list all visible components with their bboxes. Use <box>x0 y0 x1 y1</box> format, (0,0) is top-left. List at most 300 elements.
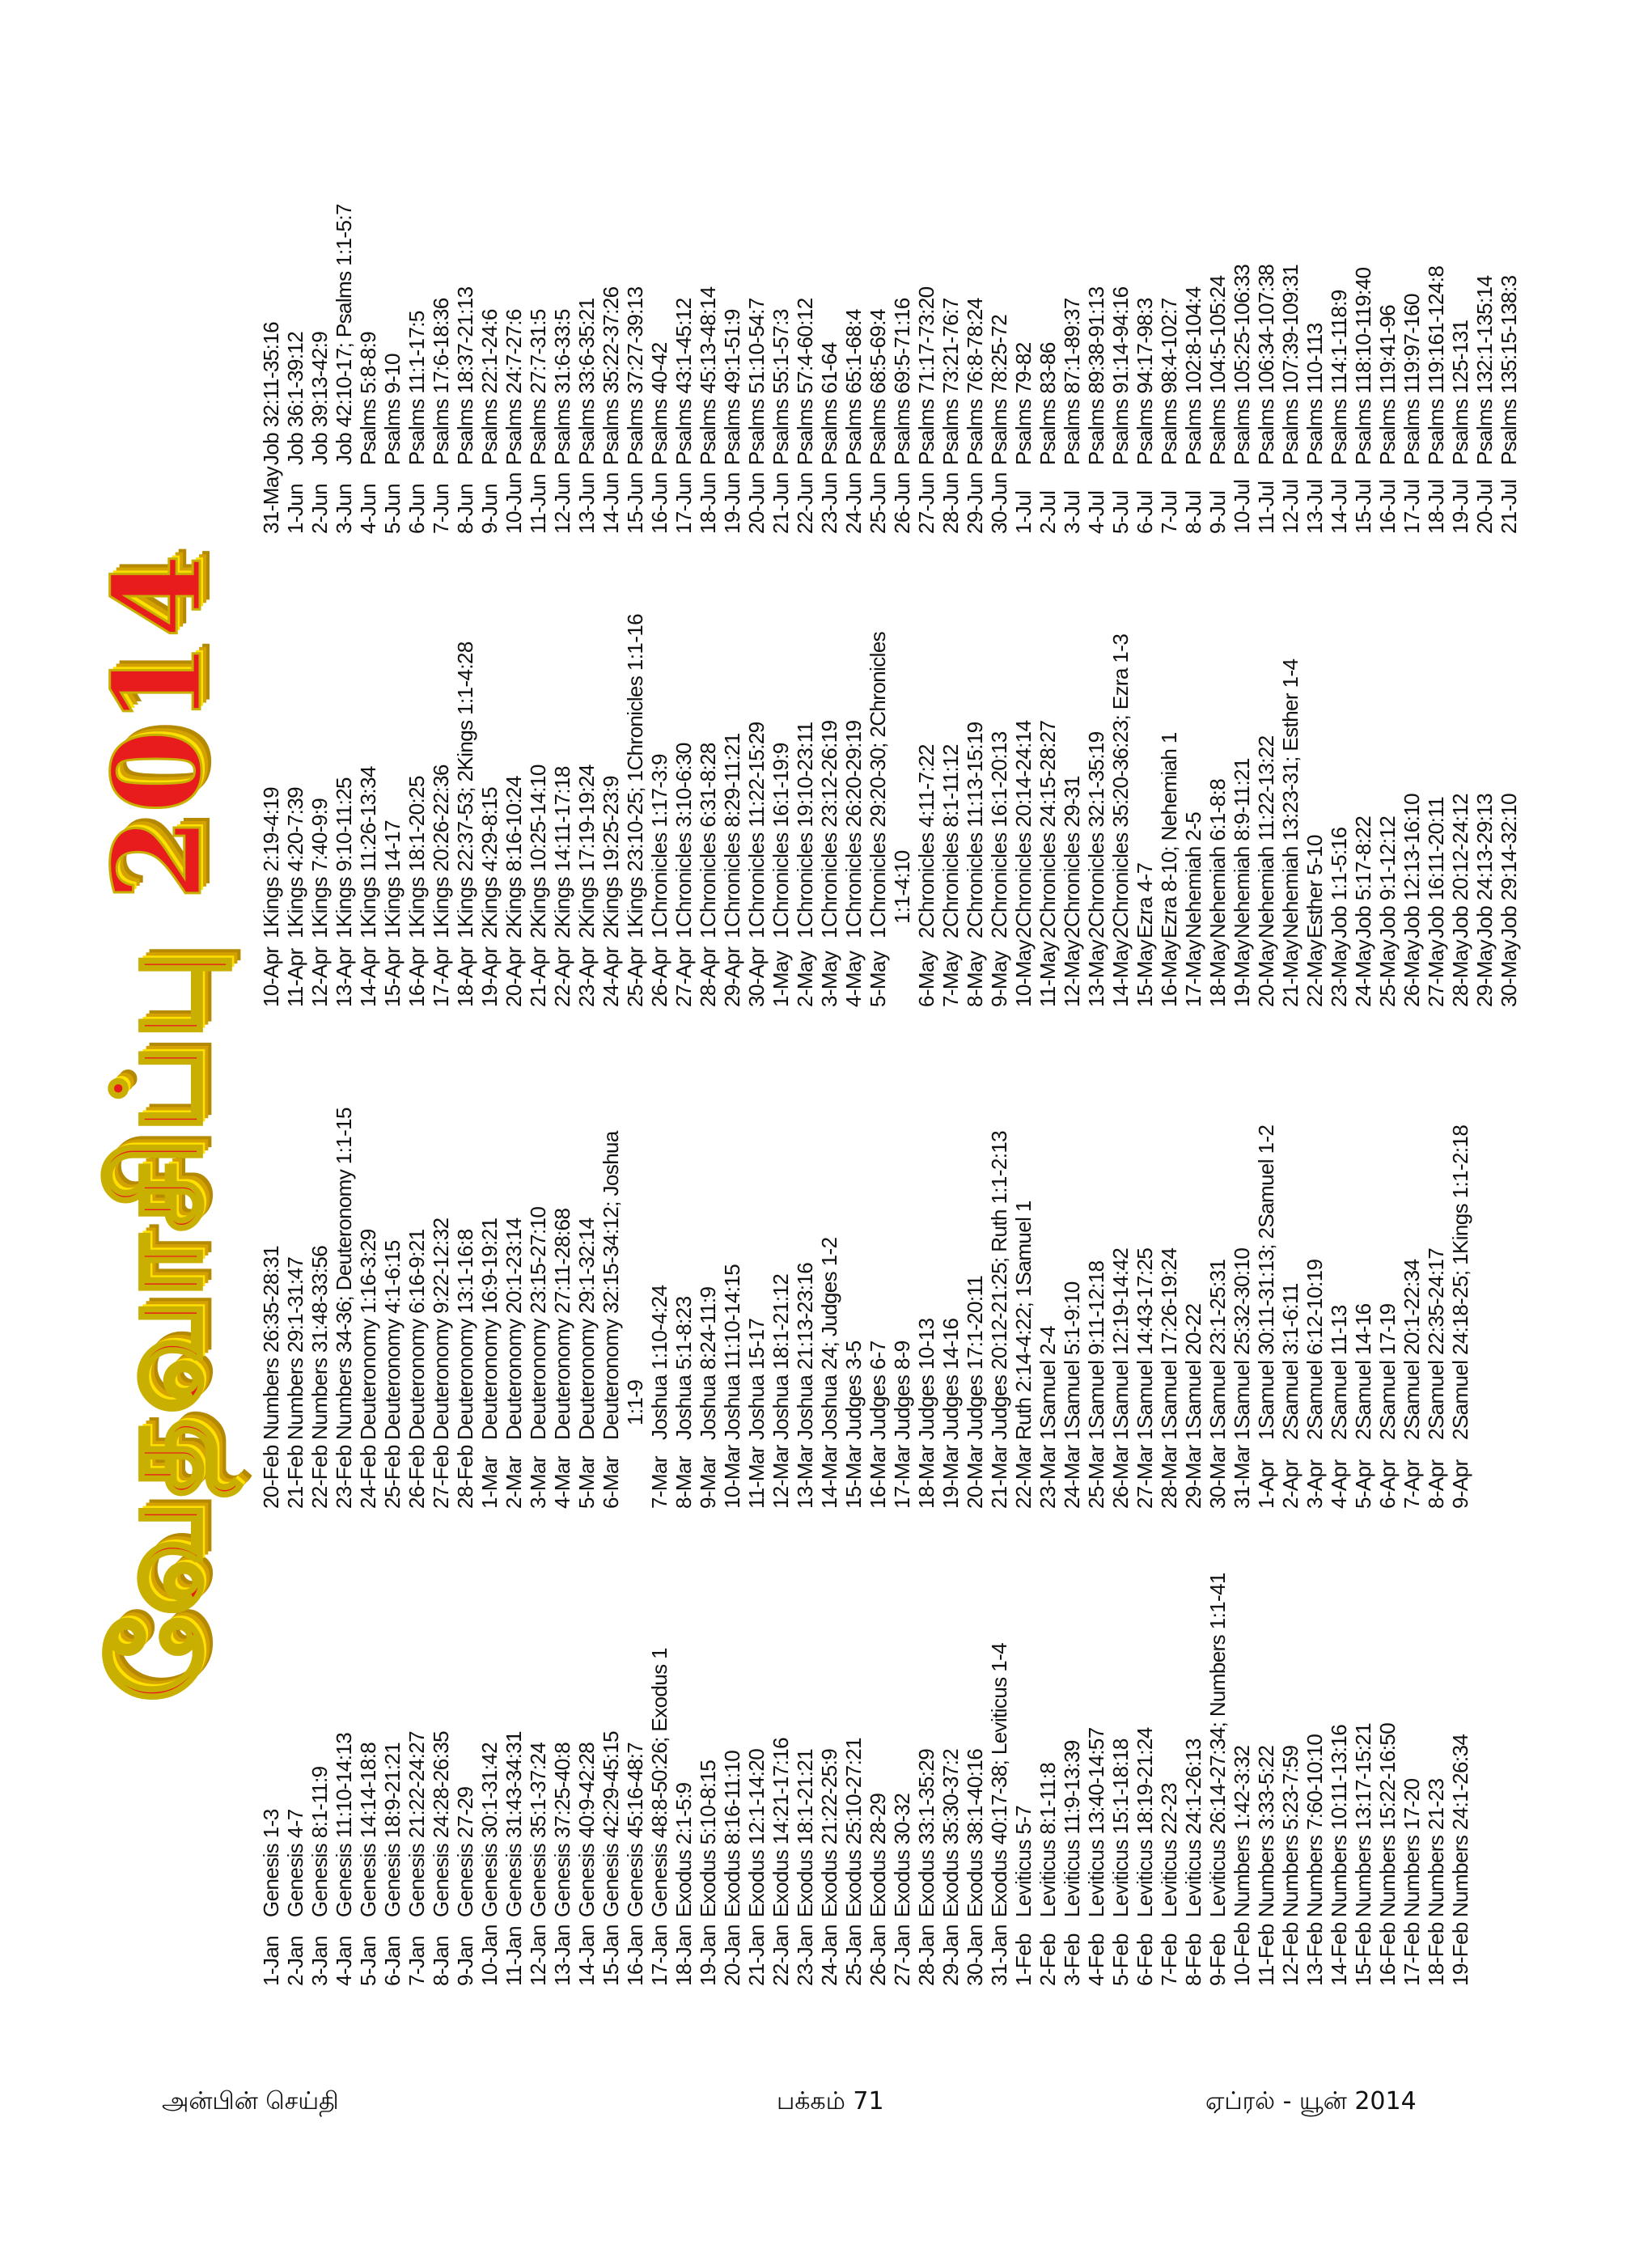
schedule-row <box>453 113 477 534</box>
reading-date: 2-Jan <box>283 1935 307 1986</box>
schedule-row <box>307 1565 332 1986</box>
schedule-row <box>502 1565 526 1986</box>
reading-date: 10-Jul <box>1230 479 1254 534</box>
reading-date: 15-Jan <box>599 1925 623 1986</box>
reading-date: 6-Jan <box>380 1935 405 1986</box>
schedule-row <box>623 1565 647 1986</box>
reading-passage: Exodus 28-29 <box>866 1793 890 1917</box>
reading-passage: Exodus 35:30-37:2 <box>938 1748 963 1917</box>
schedule-row <box>1181 587 1205 1007</box>
reading-date: 13-Apr <box>332 947 356 1007</box>
reading-passage: Numbers 24:1-26:34 <box>1448 1734 1472 1917</box>
reading-date: 18-Jan <box>671 1925 696 1986</box>
reading-date: 1-Feb <box>1011 1933 1036 1986</box>
schedule-row <box>550 1565 574 1986</box>
reading-passage: Genesis 11:10-14:13 <box>332 1732 356 1917</box>
schedule-row <box>1157 1565 1181 1986</box>
reading-date: 14-Apr <box>356 947 380 1007</box>
schedule-row <box>526 587 550 1007</box>
schedule-row <box>938 113 963 534</box>
reading-passage: Psalms 105:25-106:33 <box>1230 264 1254 465</box>
reading-passage: Psalms 69:5-71:16 <box>890 298 914 465</box>
schedule-row <box>963 1088 987 1509</box>
schedule-row <box>841 1088 866 1509</box>
reading-passage: Genesis 21:22-24:27 <box>405 1731 429 1917</box>
reading-date: 3-Jul <box>1060 490 1084 534</box>
reading-passage: Psalms 118:10-119:40 <box>1351 267 1375 465</box>
reading-passage: Numbers 26:35-28:31 <box>259 1245 283 1440</box>
reading-passage: 1Chronicles 6:31-8:28 <box>696 743 720 938</box>
reading-passage: 2Samuel 3:1-6:11 <box>1278 1283 1303 1440</box>
reading-passage: Numbers 5:23-7:59 <box>1278 1745 1303 1917</box>
reading-passage: Psalms 119:97-160 <box>1400 294 1424 465</box>
schedule-row <box>1351 587 1375 1007</box>
reading-date: 19-Apr <box>477 947 502 1007</box>
schedule-row <box>987 1565 1011 1986</box>
schedule-row <box>1448 113 1472 534</box>
schedule-row <box>550 587 574 1007</box>
reading-passage: Exodus 25:10-27:21 <box>841 1738 866 1917</box>
reading-passage: 1Samuel 14:43-17:25 <box>1133 1247 1157 1440</box>
schedule-row <box>769 113 793 534</box>
reading-date: 31-Mar <box>1230 1445 1254 1509</box>
reading-passage: Leviticus 8:1-11:8 <box>1036 1762 1060 1917</box>
schedule-row <box>623 113 647 534</box>
reading-passage: Psalms 68:5-69:4 <box>866 309 890 465</box>
reading-passage: Exodus 38:1-40:16 <box>963 1748 987 1917</box>
schedule-row <box>696 1088 720 1509</box>
reading-date: 6-Jun <box>405 483 429 534</box>
schedule-row <box>963 587 987 1007</box>
reading-passage: Ezra 8-10; Nehemiah 1 <box>1157 732 1181 938</box>
reading-passage: Exodus 40:17-38; Leviticus 1-4 <box>987 1643 1011 1917</box>
schedule-row <box>841 113 866 534</box>
reading-passage: Genesis 24:28-26:35 <box>429 1731 453 1917</box>
reading-passage: Numbers 3:33-5:22 <box>1254 1745 1278 1917</box>
schedule-row <box>1011 587 1036 1007</box>
reading-date: 23-May <box>1327 939 1351 1007</box>
reading-passage: 1Kings 9:10-11:25 <box>332 777 356 938</box>
schedule-row <box>647 587 671 1007</box>
reading-date: 5-May <box>866 951 890 1007</box>
reading-date: 30-Apr <box>744 947 769 1007</box>
reading-passage: 1Chronicles 23:12-26:19 <box>817 720 841 938</box>
reading-passage: Exodus 33:1-35:29 <box>914 1748 938 1917</box>
reading-date: 29-May <box>1472 939 1497 1007</box>
schedule-row <box>1278 1088 1303 1509</box>
reading-passage: Job 36:1-39:12 <box>283 331 307 465</box>
reading-date: 31-Jan <box>987 1925 1011 1986</box>
schedule-row <box>1424 113 1448 534</box>
reading-date: 23-Mar <box>1036 1445 1060 1509</box>
schedule-row <box>259 113 283 534</box>
reading-passage: 2Samuel 6:12-10:19 <box>1303 1259 1327 1440</box>
schedule-row <box>1060 113 1084 534</box>
reading-date: 11-Mar <box>744 1446 769 1509</box>
reading-passage: Psalms 106:34-107:38 <box>1254 264 1278 465</box>
reading-date: 15-Apr <box>380 947 405 1007</box>
schedule-row <box>671 1088 696 1509</box>
schedule-row <box>1254 587 1278 1007</box>
reading-date: 5-Feb <box>1108 1933 1133 1986</box>
reading-passage: Numbers 10:11-13:16 <box>1327 1724 1351 1917</box>
reading-date: 30-Mar <box>1205 1445 1230 1509</box>
schedule-row <box>405 587 429 1007</box>
reading-passage: Joshua 8:24-11:9 <box>696 1286 720 1440</box>
reading-passage: 1Chronicles 29:20-30; 2Chronicles <box>866 631 890 938</box>
schedule-row <box>696 1565 720 1986</box>
reading-passage: Numbers 29:1-31:47 <box>283 1256 307 1440</box>
schedule-row <box>259 1565 283 1986</box>
schedule-row <box>890 1088 914 1509</box>
reading-passage: 1Chronicles 3:10-6:30 <box>671 743 696 938</box>
reading-date: 20-May <box>1254 939 1278 1007</box>
schedule-row <box>1133 113 1157 534</box>
reading-date: 15-Feb <box>1351 1922 1375 1986</box>
reading-passage: Genesis 1-3 <box>259 1809 283 1917</box>
reading-passage: Genesis 4-7 <box>283 1809 307 1917</box>
reading-date: 26-Apr <box>647 947 671 1007</box>
reading-passage: Exodus 18:1-21:21 <box>793 1748 817 1917</box>
schedule-row <box>1084 1088 1108 1509</box>
schedule-row <box>1230 1565 1254 1986</box>
footer-magazine-name: அன்பின் செய்தி <box>162 2087 339 2115</box>
reading-date: 12-Mar <box>769 1445 793 1509</box>
schedule-row <box>380 1088 405 1509</box>
reading-date: 25-Jun <box>866 472 890 534</box>
schedule-row <box>817 1088 841 1509</box>
reading-date: 7-May <box>938 951 963 1007</box>
reading-date: 1-Apr <box>1254 1459 1278 1509</box>
schedule-row <box>307 587 332 1007</box>
schedule-row <box>1400 1565 1424 1986</box>
schedule-row <box>647 1088 671 1509</box>
schedule-row <box>599 1565 623 1986</box>
schedule-row <box>671 587 696 1007</box>
schedule-row <box>526 113 550 534</box>
reading-passage: 1Chronicles 16:1-19:9 <box>769 743 793 938</box>
schedule-row <box>550 1088 574 1509</box>
schedule-row <box>793 1088 817 1509</box>
schedule-row <box>453 1088 477 1509</box>
reading-date <box>890 938 914 1007</box>
reading-date: 18-Apr <box>453 947 477 1007</box>
reading-date: 12-Feb <box>1278 1922 1303 1986</box>
reading-date: 24-Jun <box>841 472 866 534</box>
reading-passage: Job 5:17-8:22 <box>1351 815 1375 938</box>
reading-date: 1-Jun <box>283 483 307 534</box>
schedule-row <box>671 1565 696 1986</box>
schedule-row <box>1157 113 1181 534</box>
footer-issue-date: ஏப்ரல் - யூன் 2014 <box>1205 2087 1417 2115</box>
schedule-row <box>647 113 671 534</box>
reading-date: 8-Jul <box>1181 490 1205 534</box>
reading-date: 6-May <box>914 951 938 1007</box>
page-title: வேதவாசிப்பு 2014 <box>87 550 229 1703</box>
schedule-row <box>817 587 841 1007</box>
reading-date: 20-Feb <box>259 1445 283 1509</box>
reading-date: 3-Jun <box>332 483 356 534</box>
reading-passage: Psalms 76:8-78:24 <box>963 298 987 465</box>
reading-passage: Deuteronomy 23:15-27:10 <box>526 1206 550 1440</box>
schedule-row <box>1327 113 1351 534</box>
reading-passage: Leviticus 18:19-21:24 <box>1133 1727 1157 1917</box>
schedule-row <box>1133 1565 1157 1986</box>
reading-date: 26-Jun <box>890 472 914 534</box>
schedule-row <box>1205 1088 1230 1509</box>
reading-date: 17-Feb <box>1400 1922 1424 1986</box>
reading-passage: Exodus 14:21-17:16 <box>769 1738 793 1917</box>
reading-date: 6-Mar <box>599 1456 623 1509</box>
reading-date: 10-Jan <box>477 1925 502 1986</box>
reading-passage: Judges 3-5 <box>841 1340 866 1440</box>
schedule-row <box>1181 113 1205 534</box>
reading-passage: 1Samuel 30:11-31:13; 2Samuel 1-2 <box>1254 1124 1278 1440</box>
schedule-row <box>502 1088 526 1509</box>
reading-passage: Psalms 110-113 <box>1303 323 1327 465</box>
schedule-row <box>1448 587 1472 1007</box>
reading-passage: 1Samuel 2-4 <box>1036 1326 1060 1440</box>
reading-date: 7-Jun <box>429 483 453 534</box>
reading-date: 23-Jan <box>793 1925 817 1986</box>
reading-passage: 1Kings 22:37-53; 2Kings 1:1-4:28 <box>453 642 477 938</box>
reading-passage: Deuteronomy 27:11-28:68 <box>550 1208 574 1440</box>
reading-date: 9-Jan <box>453 1935 477 1986</box>
reading-date: 24-May <box>1351 939 1375 1007</box>
reading-date: 8-Apr <box>1424 1459 1448 1509</box>
schedule-row <box>963 113 987 534</box>
schedule-row <box>623 587 647 1007</box>
reading-date: 1-Jul <box>1011 490 1036 534</box>
reading-passage: Job 24:13-29:13 <box>1472 794 1497 938</box>
reading-date: 6-Feb <box>1133 1933 1157 1986</box>
reading-date: 19-Mar <box>938 1445 963 1509</box>
reading-passage: Genesis 18:9-21:21 <box>380 1742 405 1917</box>
reading-date: 12-Apr <box>307 947 332 1007</box>
schedule-row <box>429 1088 453 1509</box>
reading-date: 10-Feb <box>1230 1922 1254 1986</box>
reading-passage: 1Samuel 9:11-12:18 <box>1084 1260 1108 1440</box>
schedule-row <box>841 1565 866 1986</box>
reading-date: 19-May <box>1230 939 1254 1007</box>
reading-passage: Psalms 79-82 <box>1011 342 1036 465</box>
reading-date: 13-Jun <box>574 472 599 534</box>
schedule-row <box>574 113 599 534</box>
reading-date: 27-Feb <box>429 1445 453 1509</box>
reading-passage: Judges 14-16 <box>938 1318 963 1440</box>
reading-passage: 2Chronicles 35:20-36:23; Ezra 1-3 <box>1108 633 1133 938</box>
schedule-row <box>866 587 890 1007</box>
schedule-row <box>405 113 429 534</box>
schedule-row <box>599 1088 623 1509</box>
reading-passage: Genesis 31:43-34:31 <box>502 1731 526 1917</box>
reading-passage: Job 16:11-20:11 <box>1424 796 1448 938</box>
reading-date: 22-Feb <box>307 1445 332 1509</box>
schedule-row <box>1011 113 1036 534</box>
reading-date: 29-Jun <box>963 472 987 534</box>
reading-date: 22-Apr <box>550 947 574 1007</box>
reading-passage: 1Chronicles 1:17-3:9 <box>647 754 671 938</box>
reading-passage: Job 9:1-12:12 <box>1375 815 1400 938</box>
schedule-row <box>1011 1088 1036 1509</box>
reading-passage: Joshua 11:10-14:15 <box>720 1264 744 1440</box>
schedule-row <box>1278 113 1303 534</box>
schedule-row <box>1205 587 1230 1007</box>
reading-date: 14-Mar <box>817 1445 841 1509</box>
reading-passage: 1Chronicles 8:29-11:21 <box>720 733 744 938</box>
schedule-row <box>599 113 623 534</box>
reading-date: 19-Feb <box>1448 1922 1472 1986</box>
reading-passage: Deuteronomy 13:1-16:8 <box>453 1229 477 1440</box>
reading-date: 25-Feb <box>380 1445 405 1509</box>
schedule-row <box>744 1088 769 1509</box>
schedule-row <box>1327 1565 1351 1986</box>
reading-passage: Psalms 57:4-60:12 <box>793 298 817 465</box>
schedule-row <box>502 587 526 1007</box>
reading-passage: Job 42:10-17; Psalms 1:1-5:7 <box>332 204 356 465</box>
reading-date: 25-Jan <box>841 1925 866 1986</box>
reading-passage: Numbers 13:17-15:21 <box>1351 1722 1375 1917</box>
reading-passage: Deuteronomy 4:1-6:15 <box>380 1240 405 1440</box>
reading-passage: 1Chronicles 19:10-23:11 <box>793 722 817 938</box>
schedule-row <box>332 1565 356 1986</box>
reading-date: 12-Jun <box>550 472 574 534</box>
reading-passage: Nehemiah 6:1-8:8 <box>1205 778 1230 938</box>
reading-passage: Nehemiah 11:22-13:22 <box>1254 735 1278 938</box>
reading-passage: Numbers 17-20 <box>1400 1778 1424 1917</box>
reading-passage: Leviticus 5-7 <box>1011 1805 1036 1917</box>
reading-passage: 2Samuel 11-13 <box>1327 1305 1351 1440</box>
reading-passage: Leviticus 11:9-13:39 <box>1060 1740 1084 1917</box>
schedule-row <box>1375 113 1400 534</box>
reading-passage: Psalms 65:1-68:4 <box>841 309 866 465</box>
schedule-row <box>793 113 817 534</box>
reading-date: 9-May <box>987 951 1011 1007</box>
schedule-row <box>623 1088 647 1509</box>
reading-passage: Judges 17:1-20:11 <box>963 1275 987 1440</box>
schedule-row <box>1036 1088 1060 1509</box>
reading-date: 4-Jun <box>356 483 380 534</box>
schedule-row <box>987 1088 1011 1509</box>
reading-date: 20-Apr <box>502 947 526 1007</box>
reading-date: 26-May <box>1400 939 1424 1007</box>
reading-date: 22-Mar <box>1011 1445 1036 1509</box>
schedule-row <box>914 113 938 534</box>
reading-passage: Leviticus 15:1-18:18 <box>1108 1738 1133 1917</box>
reading-date: 27-Mar <box>1133 1445 1157 1509</box>
reading-passage: Psalms 78:25-72 <box>987 314 1011 465</box>
schedule-row <box>1181 1565 1205 1986</box>
reading-passage: 1Kings 7:40-9:9 <box>307 798 332 938</box>
reading-date: 25-Mar <box>1084 1445 1108 1509</box>
reading-passage: 2Samuel 20:1-22:34 <box>1400 1259 1424 1440</box>
reading-date: 18-Feb <box>1424 1922 1448 1986</box>
reading-passage: 2Samuel 14-16 <box>1351 1303 1375 1440</box>
reading-passage: Exodus 30-32 <box>890 1793 914 1917</box>
reading-passage: Judges 10-13 <box>914 1318 938 1440</box>
reading-date: 14-Jan <box>574 1925 599 1986</box>
reading-passage: Genesis 42:29-45:15 <box>599 1731 623 1917</box>
reading-date: 21-May <box>1278 939 1303 1007</box>
reading-passage: 1Kings 2:19-4:19 <box>259 787 283 938</box>
reading-passage: Genesis 48:8-50:26; Exodus 1 <box>647 1648 671 1917</box>
schedule-row <box>890 113 914 534</box>
reading-passage: 1:1-4:10 <box>890 850 914 924</box>
reading-date: 17-Jul <box>1400 479 1424 534</box>
reading-passage: 1Kings 23:10-25; 1Chronicles 1:1-16 <box>623 613 647 938</box>
reading-passage: Numbers 1:42-3:32 <box>1230 1745 1254 1917</box>
reading-date: 2-Jul <box>1036 490 1060 534</box>
reading-date: 19-Jan <box>696 1925 720 1986</box>
reading-date: 2-Feb <box>1036 1933 1060 1986</box>
reading-date: 8-Jan <box>429 1935 453 1986</box>
reading-date: 10-Jun <box>502 472 526 534</box>
schedule-row <box>1036 113 1060 534</box>
reading-passage: Leviticus 26:14-27:34; Numbers 1:1-41 <box>1205 1573 1230 1917</box>
reading-passage: Genesis 14:14-18:8 <box>356 1742 380 1917</box>
reading-date: 16-Jul <box>1375 479 1400 534</box>
reading-passage: 2Kings 10:25-14:10 <box>526 764 550 938</box>
reading-passage: Psalms 119:161-124:8 <box>1424 265 1448 465</box>
footer-page-number: பக்கம் 71 <box>777 2087 884 2115</box>
reading-date: 3-Jan <box>307 1935 332 1986</box>
reading-passage: Psalms 61-64 <box>817 342 841 465</box>
schedule-row <box>1060 587 1084 1007</box>
reading-passage: Psalms 9-10 <box>380 354 405 465</box>
reading-date: 27-May <box>1424 939 1448 1007</box>
reading-passage: Nehemiah 2-5 <box>1181 811 1205 938</box>
reading-date: 28-Mar <box>1157 1445 1181 1509</box>
reading-passage: 2Chronicles 20:14-24:14 <box>1011 720 1036 938</box>
reading-date: 11-Apr <box>283 948 307 1007</box>
reading-passage: Psalms 11:1-17:5 <box>405 311 429 465</box>
reading-date: 28-Jan <box>914 1925 938 1986</box>
reading-date: 7-Jul <box>1157 490 1181 534</box>
schedule-row <box>1230 1088 1254 1509</box>
schedule-row <box>429 587 453 1007</box>
schedule-row <box>332 1088 356 1509</box>
reading-passage: Exodus 2:1-5:9 <box>671 1782 696 1917</box>
reading-passage: Psalms 107:39-109:31 <box>1278 264 1303 465</box>
reading-date: 27-Jun <box>914 472 938 534</box>
reading-passage: Psalms 91:14-94:16 <box>1108 286 1133 465</box>
reading-passage: Joshua 1:10-4:24 <box>647 1285 671 1440</box>
page-title-banner <box>85 0 247 2253</box>
schedule-row <box>720 587 744 1007</box>
reading-date: 2-Apr <box>1278 1459 1303 1509</box>
reading-passage: 1Samuel 20-22 <box>1181 1303 1205 1440</box>
reading-passage: Psalms 132:1-135:14 <box>1472 275 1497 465</box>
schedule-row <box>405 1088 429 1509</box>
reading-date: 13-Jan <box>550 1925 574 1986</box>
schedule-row <box>307 1088 332 1509</box>
reading-passage: Exodus 21:22-25:9 <box>817 1748 841 1917</box>
reading-date: 11-May <box>1036 941 1060 1007</box>
schedule-row <box>987 587 1011 1007</box>
reading-date: 17-Mar <box>890 1445 914 1509</box>
reading-date: 3-Feb <box>1060 1933 1084 1986</box>
reading-date: 4-Mar <box>550 1456 574 1509</box>
reading-date: 4-Jan <box>332 1935 356 1986</box>
reading-date: 14-May <box>1108 939 1133 1007</box>
reading-passage: 2Chronicles 29-31 <box>1060 776 1084 938</box>
schedule-row <box>307 113 332 534</box>
reading-date: 8-Feb <box>1181 1933 1205 1986</box>
schedule-row <box>526 1088 550 1509</box>
reading-passage: Nehemiah 13:23-31; Esther 1-4 <box>1278 659 1303 938</box>
reading-passage: 2Chronicles 4:11-7:22 <box>914 744 938 938</box>
schedule-row <box>1424 1088 1448 1509</box>
